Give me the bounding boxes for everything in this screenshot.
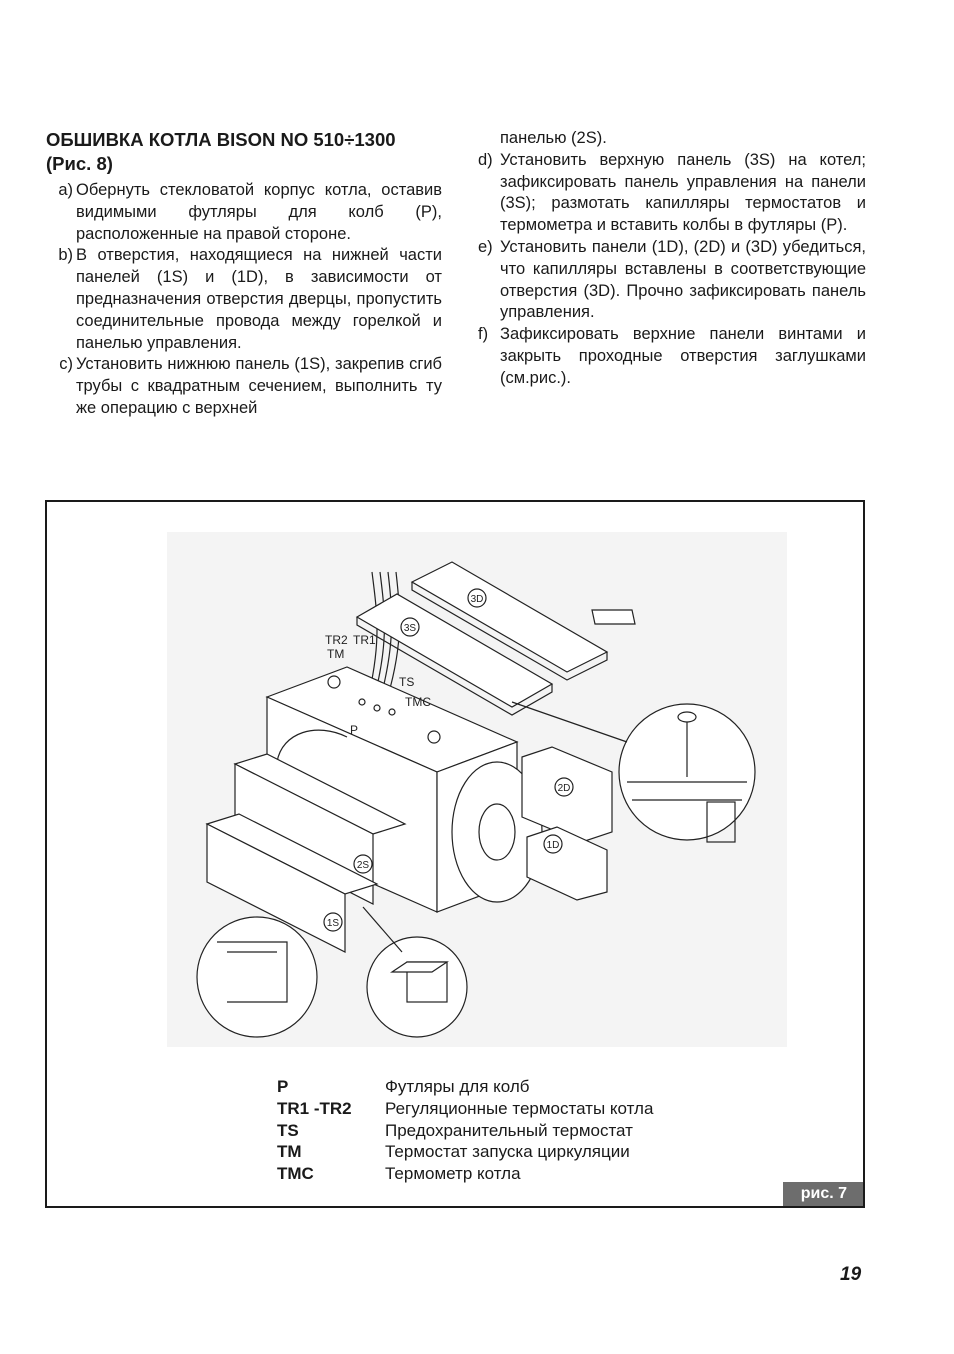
page-number: 19 xyxy=(840,1264,862,1285)
legend-desc: Регуляционные термостаты котла xyxy=(385,1098,654,1118)
step-label: f) xyxy=(478,325,489,344)
step-text: Установить панели (1D), (2D) и (3D) убедиться, что капилляры вставлены в соответствующие отверстия (3D). Прочно зафиксировать панель управления. xyxy=(500,237,866,322)
step-label: a) xyxy=(58,181,73,199)
step-label: d) xyxy=(478,150,493,169)
legend-code: TS xyxy=(277,1120,299,1140)
step-a xyxy=(46,180,442,245)
boiler-exploded-diagram xyxy=(167,532,787,1047)
figure-legend xyxy=(277,1076,653,1185)
legend-code: TR1 -TR2 xyxy=(277,1098,352,1118)
legend-desc: Термометр котла xyxy=(385,1164,521,1184)
figure-box xyxy=(45,500,865,1208)
step-text: Обернуть стекловатой корпус котла, оставив видимыми футляры для колб (P), расположенные на правой стороне. xyxy=(76,181,442,243)
legend-code: TMC xyxy=(277,1164,314,1184)
step-text: В отверстия, находящиеся на нижней части панелей (1S) и (1D), в зависимости от предназначения отверстия дверцы, пропустить соединительные провода между горелкой и панелью управления. xyxy=(76,246,442,352)
label-tmc: TMC xyxy=(405,695,431,709)
legend-row xyxy=(277,1120,653,1142)
legend-row xyxy=(277,1076,653,1098)
left-column xyxy=(46,128,442,420)
figure-label: рис. 7 xyxy=(783,1182,863,1206)
step-b xyxy=(46,245,442,354)
legend-row xyxy=(277,1098,653,1120)
label-2s: 2S xyxy=(356,860,370,871)
legend-desc: Предохранительный термостат xyxy=(385,1120,633,1140)
label-tm: TM xyxy=(327,647,345,661)
step-d xyxy=(478,150,866,237)
label-3d: 3D xyxy=(470,594,484,605)
legend-code: P xyxy=(277,1077,289,1096)
plug-part xyxy=(592,610,635,624)
section-title-line2: (Рис. 8) xyxy=(46,153,113,174)
step-text: Установить нижнюю панель (1S), закрепив сгиб трубы с квадратным сечением, выполнить ту же операцию с верхней xyxy=(76,355,442,417)
label-ts: TS xyxy=(399,675,415,689)
label-tr1: TR1 xyxy=(353,633,376,647)
label-3s: 3S xyxy=(403,623,417,634)
legend-desc: Термостат запуска циркуляции xyxy=(385,1142,630,1162)
profile-detail xyxy=(197,917,317,1037)
legend-desc: Футляры для колб xyxy=(385,1077,530,1096)
step-c-continuation: панелью (2S). xyxy=(500,129,607,147)
section-title-line1: ОБШИВКА КОТЛА BISON NO 510÷1300 xyxy=(46,129,396,150)
label-2d: 2D xyxy=(557,783,571,794)
legend-row xyxy=(277,1141,653,1163)
step-c xyxy=(46,354,442,419)
step-text: Зафиксировать верхние панели винтами и закрыть проходные отверстия заглушками (см.рис.). xyxy=(500,325,866,387)
label-1s: 1S xyxy=(326,918,340,929)
label-p: P xyxy=(350,723,359,737)
section-title xyxy=(46,128,442,176)
step-label: b) xyxy=(58,246,73,265)
label-tr2: TR2 xyxy=(325,633,348,647)
step-f xyxy=(478,324,866,389)
step-text: Установить верхную панель (3S) на котел; зафиксировать панель управления на панели (3S); размотать капилляры термостатов и термометра и вставить колбы в футляры (P). xyxy=(500,150,866,235)
right-column xyxy=(478,128,866,390)
legend-code: TM xyxy=(277,1142,302,1162)
step-label: c) xyxy=(59,355,73,374)
step-label: e) xyxy=(478,237,493,256)
step-e xyxy=(478,237,866,324)
legend-row xyxy=(277,1163,653,1185)
label-1d: 1D xyxy=(546,840,560,851)
